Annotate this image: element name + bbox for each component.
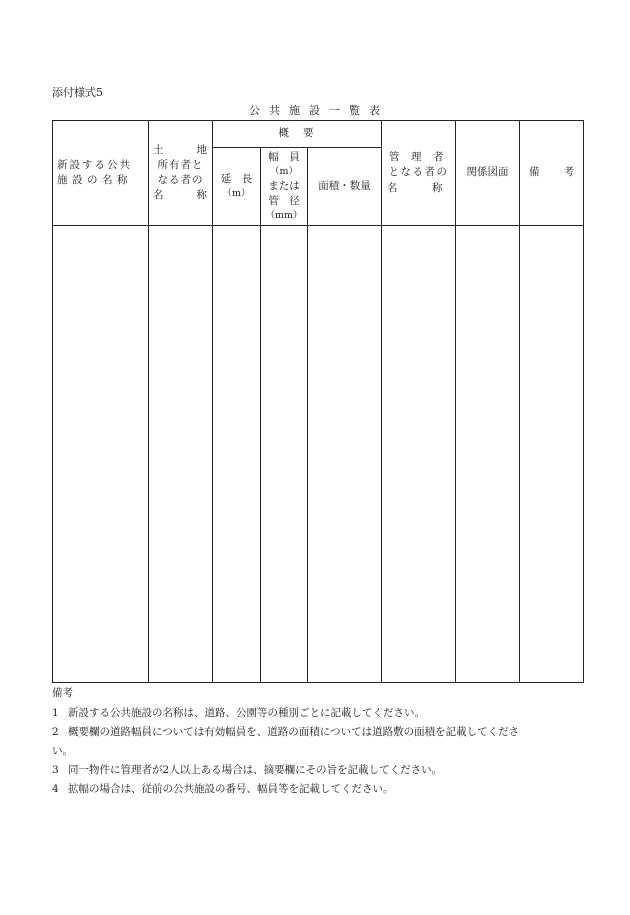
public-facility-table	[52, 120, 584, 683]
header-remarks: 備 考	[520, 121, 584, 226]
header-area-quantity: 面積・数量	[308, 148, 382, 226]
note-item: 2 概要欄の道路幅員については有効幅員を、道路の面積については道路敷の面積を記載してくださ	[52, 726, 520, 738]
header-length: 延 長 （m）	[213, 148, 261, 226]
page-title: 公共施設一覧表	[249, 104, 389, 117]
notes-section	[52, 684, 583, 799]
entry-cell-length[interactable]	[213, 226, 261, 683]
entry-cell-drawing[interactable]	[456, 226, 520, 683]
note-item: 3 同一物件に管理者が2人以上ある場合は、摘要欄にその旨を記載してください。	[52, 764, 443, 776]
form-label: 添付様式5	[52, 86, 103, 99]
entry-cell-new-facility[interactable]	[53, 226, 149, 683]
header-width-diameter: 幅 員 （m） または 管 径 （mm）	[261, 148, 308, 226]
entry-cell-manager[interactable]	[382, 226, 456, 683]
header-new-facility-name: 新設する公共 施設の名称	[53, 121, 149, 226]
header-overview: 概要	[213, 121, 382, 148]
note-item-continuation: い。	[52, 745, 73, 757]
header-landowner-name: 土 地 所有者と なる者の 名 称	[149, 121, 213, 226]
notes-heading: 備考	[52, 687, 73, 699]
header-related-drawings: 関係図面	[456, 121, 520, 226]
note-item: 4 拡幅の場合は、従前の公共施設の番号、幅員等を記載してください。	[52, 783, 394, 795]
entry-cell-landowner[interactable]	[149, 226, 213, 683]
note-item: 1 新設する公共施設の名称は、道路、公園等の種別ごとに記載してください。	[52, 707, 425, 719]
entry-cell-remarks[interactable]	[520, 226, 584, 683]
entry-cell-area[interactable]	[308, 226, 382, 683]
header-manager-name: 管 理 者 となる者の 名 称	[382, 121, 456, 226]
entry-cell-width[interactable]	[261, 226, 308, 683]
